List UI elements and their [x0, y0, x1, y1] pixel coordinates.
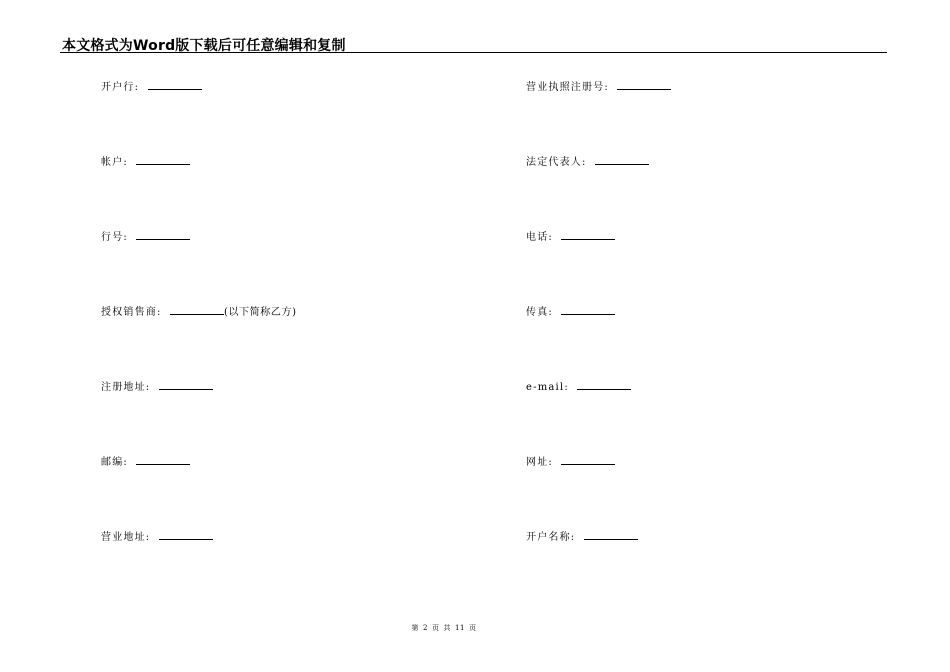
field-label: 传真: — [526, 307, 553, 318]
field-label: 开户名称: — [526, 532, 576, 543]
fill-in-blank[interactable] — [577, 379, 631, 390]
fill-in-blank[interactable] — [148, 79, 202, 90]
field-account-name — [526, 529, 638, 545]
field-label: 行号: — [101, 232, 128, 243]
field-website — [526, 454, 615, 470]
field-bank-number — [101, 229, 190, 245]
field-phone — [526, 229, 615, 245]
footer-total-word: 共 — [443, 624, 452, 632]
field-label: 营业地址: — [101, 532, 151, 543]
field-label: 授权销售商: — [101, 307, 162, 318]
fill-in-blank[interactable] — [561, 304, 615, 315]
field-account — [101, 154, 190, 170]
header-divider — [60, 52, 887, 53]
footer-prefix: 第 — [411, 624, 420, 632]
page-number-footer — [0, 623, 888, 633]
field-label: e-mail: — [526, 382, 569, 393]
field-business-address — [101, 529, 213, 545]
fill-in-blank[interactable] — [584, 529, 638, 540]
field-postal-code — [101, 454, 190, 470]
field-label: 电话: — [526, 232, 553, 243]
field-label: 帐户: — [101, 157, 128, 168]
field-label: 法定代表人: — [526, 157, 587, 168]
document-header-title: 本文格式为Word版下载后可任意编辑和复制 — [62, 38, 346, 54]
field-label: 开户行: — [101, 82, 140, 93]
field-label: 注册地址: — [101, 382, 151, 393]
fill-in-blank[interactable] — [159, 379, 213, 390]
fill-in-blank[interactable] — [617, 79, 671, 90]
fill-in-blank[interactable] — [561, 229, 615, 240]
fill-in-blank[interactable] — [170, 304, 224, 315]
field-suffix: (以下简称乙方) — [223, 307, 297, 318]
fill-in-blank[interactable] — [136, 154, 190, 165]
field-registered-address — [101, 379, 213, 395]
field-authorized-seller — [101, 304, 297, 320]
fill-in-blank[interactable] — [136, 454, 190, 465]
fill-in-blank[interactable] — [136, 229, 190, 240]
fill-in-blank[interactable] — [561, 454, 615, 465]
field-label: 网址: — [526, 457, 553, 468]
total-page-count: 11 — [455, 624, 465, 632]
field-label: 营业执照注册号: — [526, 82, 609, 93]
field-email — [526, 379, 631, 395]
fill-in-blank[interactable] — [595, 154, 649, 165]
field-legal-representative — [526, 154, 649, 170]
field-label: 邮编: — [101, 457, 128, 468]
current-page-number: 2 — [423, 624, 429, 632]
footer-page-word: 页 — [432, 624, 440, 632]
field-business-license-number — [526, 79, 671, 95]
field-opening-bank — [101, 79, 202, 95]
field-fax — [526, 304, 615, 320]
fill-in-blank[interactable] — [159, 529, 213, 540]
footer-suffix: 页 — [468, 624, 477, 632]
